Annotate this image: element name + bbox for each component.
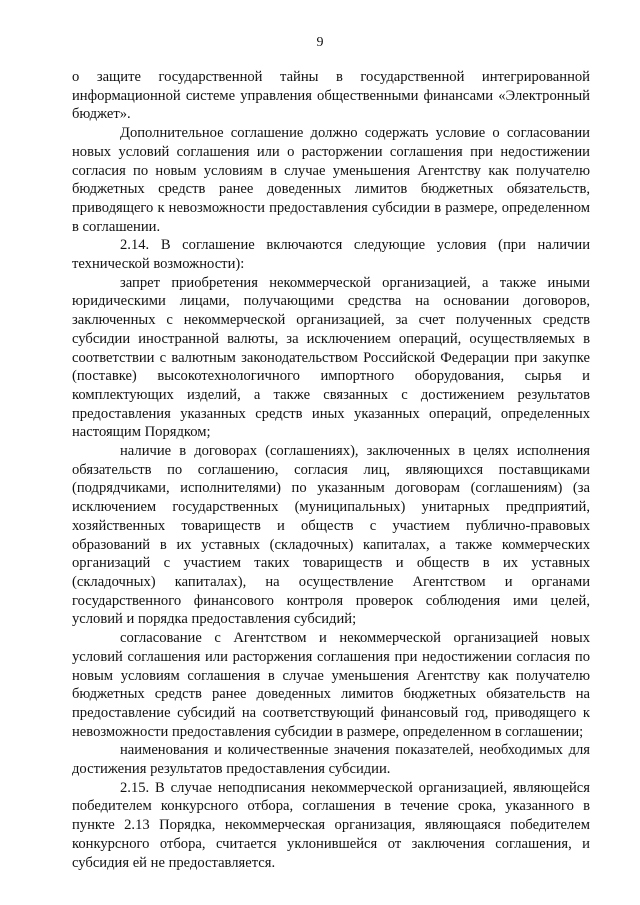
paragraph-2-15: 2.15. В случае неподписания некоммерческой организацией, являющейся победителем конкурсного отбора, соглашения в течение срока, указанного в пункте 2.13 Порядка, некоммерческая организация, являющаяся победителем конкурсного отбора, считается уклонившейся от заключения соглашения, и субсидия ей не предоставляется.	[72, 779, 590, 871]
paragraph-consent-of-suppliers: наличие в договорах (соглашениях), заключенных в целях исполнения обязательств по соглашению, согласия лиц, являющихся поставщиками (подрядчиками, исполнителями) по указанным договорам (соглашениям) (за исключением государственных (муниципальных) унитарных предприятий, хозяйственных товариществ и обществ с участием публично-правовых образований в их уставных (складочных) капиталах, а также коммерческих организаций с участием таких товариществ и обществ в их уставных (складочных) капиталах), на осуществление Агентством и органами государственного финансового контроля проверок соблюдения ими целей, условий и порядка предоставления субсидий;	[72, 443, 590, 628]
paragraph-additional-agreement: Дополнительное соглашение должно содержать условие о согласовании новых условий соглашения или о расторжении соглашения при недостижении согласия по новым условиям в случае уменьшения Агентству как получателю бюджетных средств ранее доведенных лимитов бюджетных обязательств, приводящего к невозможности предоставления субсидии в размере, определенном в соглашении.	[72, 125, 590, 235]
paragraph-new-conditions: согласование с Агентством и некоммерческой организацией новых условий соглашения или расторжения соглашения при недостижении согласия по новым условиям соглашения в случае уменьшения Агентству как получателю бюджетных средств ранее доведенных лимитов бюджетных обязательств на предоставление субсидий на соответствующий финансовый год, приводящего к невозможности предоставления субсидии в размере, определенном в соглашении;	[72, 630, 590, 740]
paragraph-currency-ban: запрет приобретения некоммерческой организацией, а также иными юридическими лицами, получающими средства на основании договоров, заключенных с некоммерческой организацией, за счет полученных средств субсидии иностранной валюты, за исключением операций, осуществляемых в соответствии с валютным законодательством Российской Федерации при закупке (поставке) высокотехнологичного импортного оборудования, сырья и комплектующих изделий, а также связанных с достижением результатов предоставления указанных средств иных указанных операций, определенных настоящим Порядком;	[72, 274, 590, 441]
paragraph-continuation: о защите государственной тайны в государственной интегрированной информационной системе управления общественными финансами «Электронный бюджет».	[72, 69, 590, 123]
paragraph-indicators: наименования и количественные значения показателей, необходимых для достижения результатов предоставления субсидии.	[72, 742, 590, 778]
page-number: 9	[316, 35, 324, 50]
paragraph-2-14: 2.14. В соглашение включаются следующие условия (при наличии технической возможности):	[72, 237, 590, 273]
document-body	[72, 68, 590, 872]
